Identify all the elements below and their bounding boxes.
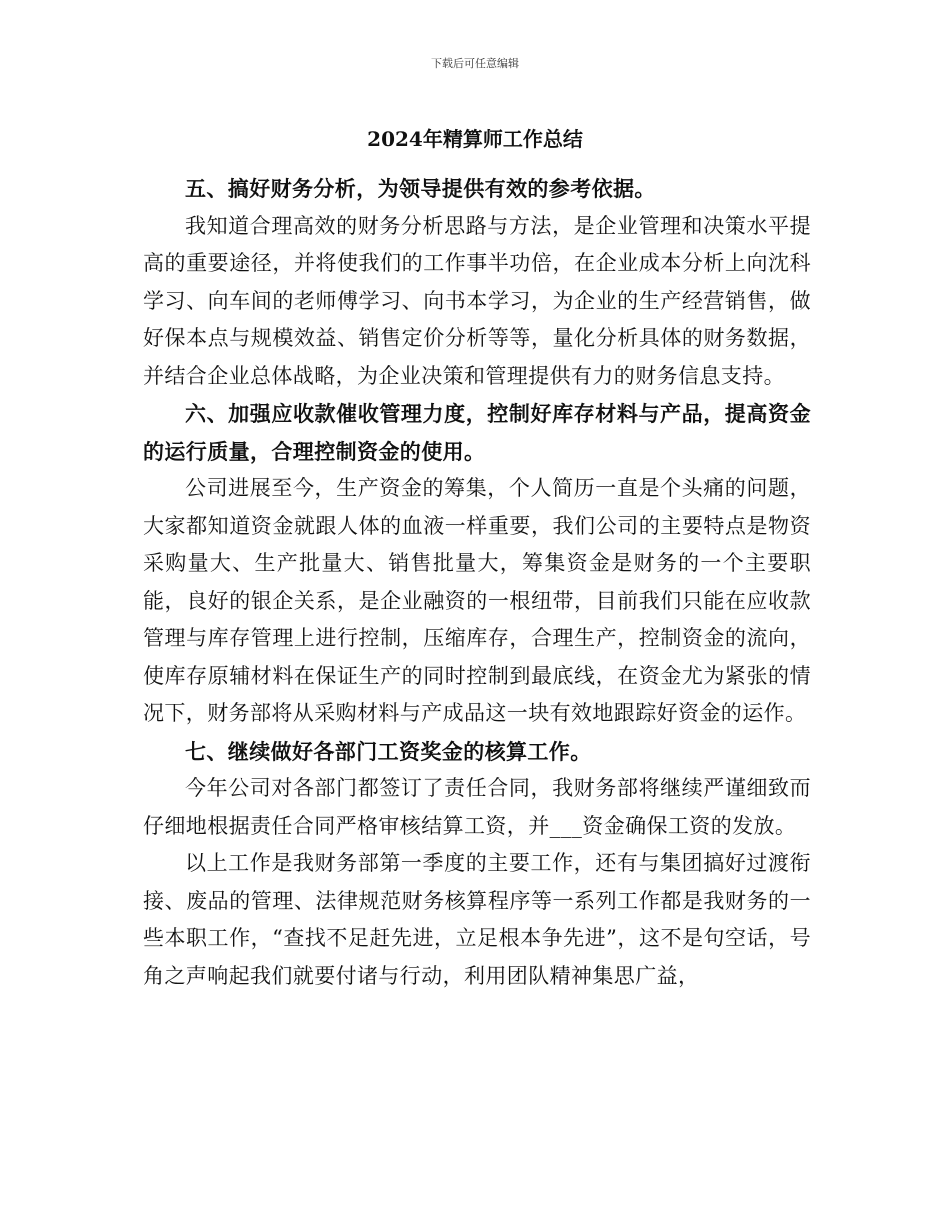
body-paragraph: 公司进展至今，生产资金的筹集，个人简历一直是个头痛的问题，大家都知道资金就跟人体的血液一样重要，我们公司的主要特点是物资采购量大、生产批量大、销售批量大，筹集资金是财务的一个主要职能，良好的银企关系，是企业融资的一根纽带，目前我们只能在应收款管理与库存管理上进行控制，压缩库存，合理生产，控制资金的流向，使库存原辅材料在保证生产的同时控制到最底线，在资金尤为紧张的情况下，财务部将从采购材料与产成品这一块有效地跟踪好资金的运作。 xyxy=(143,476,811,725)
section-heading-5: 五、搞好财务分析，为领导提供有效的参考依据。 xyxy=(185,176,656,201)
section-heading-7: 七、继续做好各部门工资奖金的核算工作。 xyxy=(185,738,592,764)
body-paragraph: 今年公司对各部门都签订了责任合同，我财务部将继续严谨细致而仔细地根据责任合同严格审核结算工资，并___资金确保工资的发放。 xyxy=(143,776,811,838)
document-title: 2024年精算师工作总结 xyxy=(367,127,583,151)
body-paragraph: 以上工作是我财务部第一季度的主要工作，还有与集团搞好过渡衔接、废品的管理、法律规范财务核算程序等一系列工作都是我财务的一些本职工作，“查找不足赶先进，立足根本争先进”，这不是句空话，号角之声响起我们就要付诸与行动，利用团队精神集思广益， xyxy=(143,851,811,988)
section-heading-6: 六、加强应收款催收管理力度，控制好库存材料与产品，提高资金的运行质量，合理控制资金的使用。 xyxy=(143,401,811,464)
header-note: 下载后可任意编辑 xyxy=(431,57,519,70)
document-body xyxy=(143,170,811,995)
body-paragraph: 我知道合理高效的财务分析思路与方法，是企业管理和决策水平提高的重要途径，并将使我们的工作事半功倍，在企业成本分析上向沈科学习、向车间的老师傅学习、向书本学习，为企业的生产经营销售，做好保本点与规模效益、销售定价分析等等，量化分析具体的财务数据，并结合企业总体战略，为企业决策和管理提供有力的财务信息支持。 xyxy=(143,213,811,388)
